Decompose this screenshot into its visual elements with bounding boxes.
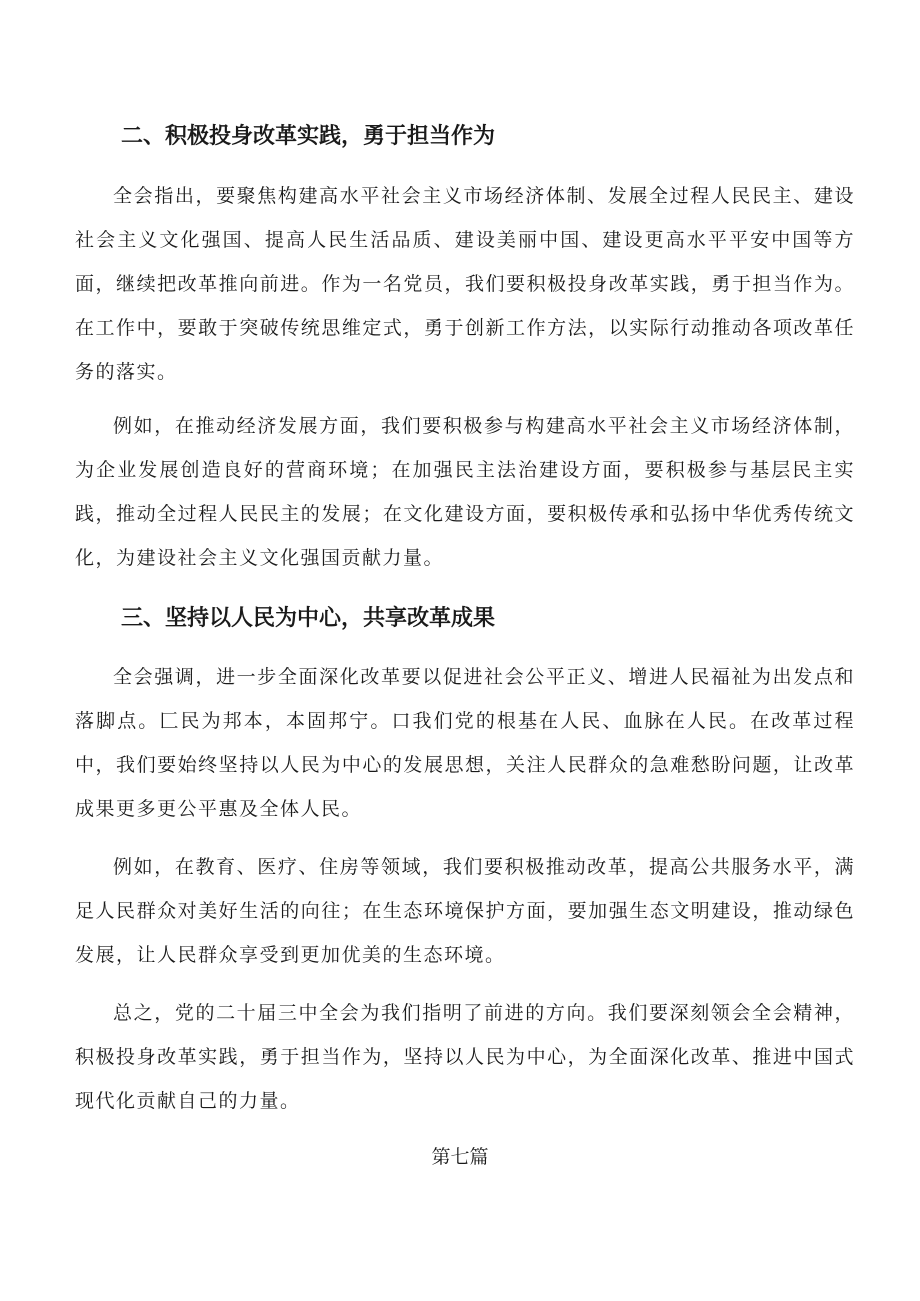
section-2-paragraph-1: 全会指出，要聚焦构建高水平社会主义市场经济体制、发展全过程人民民主、建设社会主义文化强国、提高人民生活品质、建设美丽中国、建设更高水平平安中国等方面，继续把改革推向前进。作为一名党员，我们要积极投身改革实践，勇于担当作为。在工作中，要敢于突破传统思维定式，勇于创新工作方法，以实际行动推动各项改革任务的落实。 <box>75 185 855 383</box>
section-2-paragraph-2: 例如，在推动经济发展方面，我们要积极参与构建高水平社会主义市场经济体制，为企业发展创造良好的营商环境；在加强民主法治建设方面，要积极参与基层民主实践，推动全过程人民民主的发展；在文化建设方面，要积极传承和弘扬中华优秀传统文化，为建设社会主义文化强国贡献力量。 <box>75 415 855 569</box>
next-article-title: 第七篇 <box>431 1146 489 1168</box>
section-3-paragraph-3: 总之，党的二十届三中全会为我们指明了前进的方向。我们要深刻领会全会精神，积极投身改革实践，勇于担当作为，坚持以人民为中心，为全面深化改革、推进中国式现代化贡献自己的力量。 <box>75 1002 855 1112</box>
section-2-heading: 二、积极投身改革实践，勇于担当作为 <box>121 124 496 149</box>
section-3-paragraph-1: 全会强调，进一步全面深化改革要以促进社会公平正义、增进人民福祉为出发点和落脚点。匚民为邦本，本固邦宁。口我们党的根基在人民、血脉在人民。在改革过程中，我们要始终坚持以人民为中心的发展思想，关注人民群众的急难愁盼问题，让改革成果更多更公平惠及全体人民。 <box>75 666 855 820</box>
section-3-paragraph-2: 例如，在教育、医疗、住房等领域，我们要积极推动改革，提高公共服务水平，满足人民群众对美好生活的向往；在生态环境保护方面，要加强生态文明建设，推动绿色发展，让人民群众享受到更加优美的生态环境。 <box>75 856 855 966</box>
section-3-heading: 三、坚持以人民为中心，共享改革成果 <box>121 606 496 631</box>
